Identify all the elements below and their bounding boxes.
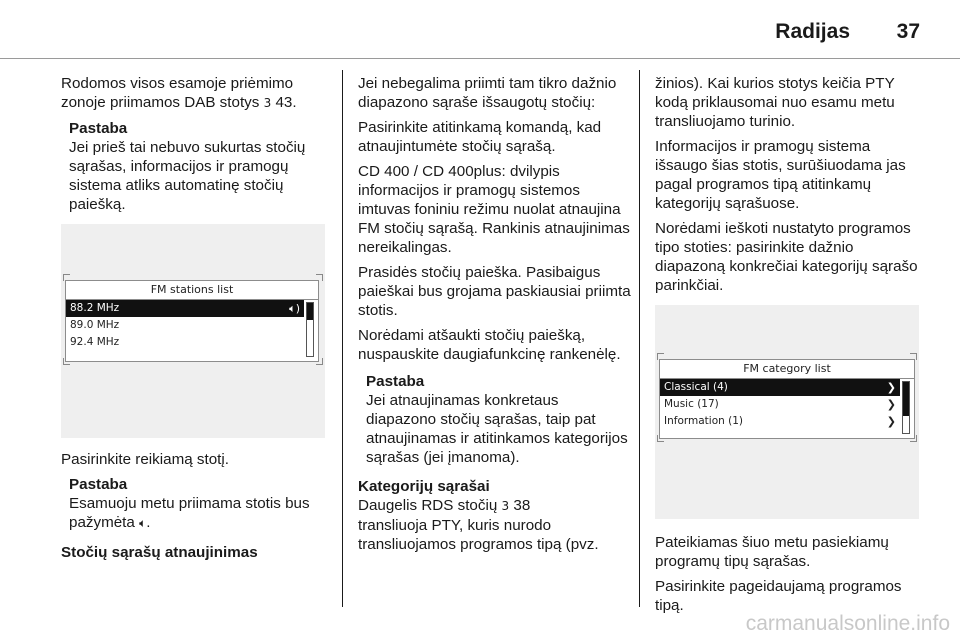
scrollbar-thumb[interactable] (307, 303, 313, 320)
paragraph: Pasirinkite pageidaujamą programos tipą. (655, 578, 902, 614)
paragraph: Prasidės stočių paieška. Pasibaigus paieškai bus grojama paskiausiai priimta stotis. (358, 264, 631, 319)
note-text-end: . (146, 514, 151, 531)
category-label: Music (17) (664, 398, 719, 410)
cross-reference-icon: 3 (263, 96, 272, 110)
list-title: FM category list (660, 360, 914, 379)
list-item[interactable] (66, 317, 304, 334)
scrollbar[interactable] (902, 381, 910, 434)
paragraph-text: Daugelis RDS stočių (358, 497, 498, 514)
fm-category-screen (655, 305, 919, 519)
note-text: Jei atnaujinamas konkretaus diapazono stočių sąrašas, taip pat atnaujinamas ir atitinkamos kategorijos sąrašas (jei įmanoma). (366, 392, 628, 466)
section-heading: Stočių sąrašų atnaujinimas (61, 544, 258, 561)
list-item-selected[interactable] (660, 379, 900, 396)
page-title: Radijas (775, 20, 850, 43)
chevron-right-icon: ❯ (886, 415, 896, 428)
speaker-icon: 🔈︎) (289, 302, 300, 315)
category-label: Information (1) (664, 415, 743, 427)
note-title: Pastaba (69, 120, 128, 137)
lcd-display (659, 359, 915, 439)
scrollbar[interactable] (306, 302, 314, 357)
list-item[interactable] (66, 334, 304, 351)
paragraph: Informacijos ir pramogų sistema išsaugo šias stotis, surūšiuodama jas pagal programos tipą atitinkamų kategorijų sąrašuose. (655, 138, 906, 212)
paragraph (61, 74, 333, 113)
paragraph: Pateikiamas šiuo metu pasiekiamų programų tipų sąrašas. (655, 534, 889, 570)
station-frequency: 92.4 MHz (70, 336, 120, 348)
list-item[interactable] (660, 413, 900, 430)
chevron-right-icon: ❯ (886, 398, 896, 411)
column-divider (639, 70, 640, 607)
list-item[interactable] (660, 396, 900, 413)
scrollbar-thumb[interactable] (903, 382, 909, 416)
paragraph: žinios). Kai kurios stotys keičia PTY kodą priklausomai nuo esamu metu transliuojamo turinio. (655, 75, 895, 130)
section-heading: Kategorijų sąrašai (358, 478, 490, 495)
paragraph: Norėdami atšaukti stočių paiešką, nuspauskite daugiafunkcinę rankenėlę. (358, 327, 621, 363)
note (69, 119, 333, 214)
column-3 (655, 74, 923, 621)
page-reference: 43. (275, 94, 297, 111)
column-divider (342, 70, 343, 607)
header-divider (0, 58, 960, 59)
station-list (66, 300, 304, 351)
cross-reference-icon: 3 (501, 499, 510, 513)
paragraph: Pasirinkite atitinkamą komandą, kad atnaujintumėte stočių sąrašą. (358, 119, 602, 155)
note (69, 475, 333, 533)
paragraph-text: transliuoja PTY, kuris nurodo transliuojamos programos tipą (pvz. (358, 517, 599, 553)
station-frequency: 89.0 MHz (70, 319, 120, 331)
paragraph-text: Rodomos visos esamoje priėmimo zonoje priimamos DAB stotys (61, 75, 294, 111)
paragraph: Jei nebegalima priimti tam tikro dažnio diapazono sąraše išsaugotų stočių: (358, 75, 617, 111)
note-title: Pastaba (69, 476, 128, 493)
watermark: carmanualsonline.info (745, 612, 950, 635)
column-1 (61, 74, 333, 566)
note-title: Pastaba (366, 373, 425, 390)
category-label: Classical (4) (664, 381, 728, 393)
lcd-display (65, 280, 319, 362)
note-text: Jei prieš tai nebuvo sukurtas stočių sąrašas, informacijos ir pramogų sistema atliks automatinę stočių paiešką. (69, 139, 306, 213)
station-frequency: 88.2 MHz (70, 302, 120, 314)
fm-stations-screen (61, 224, 325, 438)
page-number: 37 (896, 20, 920, 43)
speaker-icon: 🔈︎ (139, 516, 147, 530)
note (366, 372, 632, 467)
list-title: FM stations list (66, 281, 318, 300)
paragraph: Norėdami ieškoti nustatyto programos tipo stoties: pasirinkite dažnio diapazoną konkrečiai kategorijų sąrašo parinkčiai. (655, 220, 918, 294)
list-item-selected[interactable] (66, 300, 304, 317)
category-list (660, 379, 900, 430)
page-reference: 38 (513, 497, 531, 514)
chevron-right-icon: ❯ (886, 381, 896, 394)
note-text (69, 494, 333, 533)
paragraph: CD 400 / CD 400plus: dvilypis informacijos ir pramogų sistemos imtuvas foniniu režimu nuolat atnaujina FM stočių sąrašą. Rankinis atnaujinimas nereikalingas. (358, 163, 630, 256)
column-2 (358, 74, 632, 560)
paragraph: Pasirinkite reikiamą stotį. (61, 451, 229, 468)
paragraph (358, 496, 632, 554)
note-text-body: Esamuoju metu priimama stotis bus pažymėta (69, 495, 310, 531)
